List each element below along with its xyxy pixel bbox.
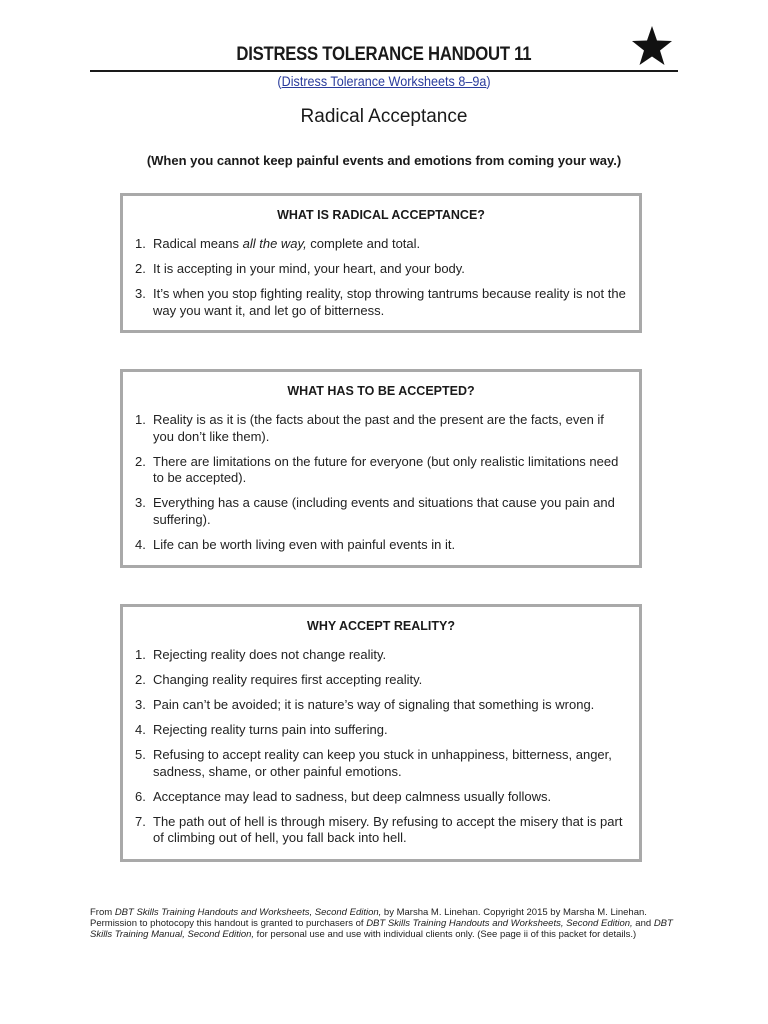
list-item bbox=[135, 537, 627, 554]
item-number: 4. bbox=[135, 722, 146, 737]
item-text: There are limitations on the future for everyone (but only realistic limitations need to be accepted). bbox=[153, 453, 619, 485]
item-number: 1. bbox=[135, 236, 146, 251]
item-number: 3. bbox=[135, 286, 146, 301]
list-item bbox=[135, 722, 627, 739]
item-text: Life can be worth living even with painful events in it. bbox=[153, 536, 456, 552]
intro-text: (When you cannot keep painful events and emotions from coming your way.) bbox=[146, 153, 622, 168]
item-number: 1. bbox=[135, 647, 146, 662]
list-item bbox=[135, 412, 627, 445]
header-divider bbox=[90, 70, 678, 72]
item-text: Acceptance may lead to sadness, but deep calmness usually follows. bbox=[153, 788, 552, 804]
item-text: Reality is as it is (the facts about the past and the present are the facts, even if you don’t like them). bbox=[153, 412, 604, 444]
item-number: 3. bbox=[135, 697, 146, 712]
section-heading: WHAT IS RADICAL ACCEPTANCE? bbox=[277, 208, 485, 222]
section-heading: WHY ACCEPT REALITY? bbox=[307, 619, 455, 633]
item-number: 6. bbox=[135, 788, 146, 804]
book-title: DBT Skills Training Handouts and Worksheets, Second Edition, bbox=[366, 917, 633, 929]
ref-close-paren: ) bbox=[486, 73, 491, 89]
worksheet-reference bbox=[38, 73, 729, 89]
page-title: Radical Acceptance bbox=[300, 106, 468, 127]
item-number: 1. bbox=[135, 412, 146, 427]
item-number: 3. bbox=[135, 495, 146, 510]
ref-open-paren: ( bbox=[277, 73, 282, 89]
section-heading: WHAT HAS TO BE ACCEPTED? bbox=[287, 384, 475, 398]
worksheet-link[interactable]: Distress Tolerance Worksheets 8–9a bbox=[281, 73, 487, 89]
section-list bbox=[135, 647, 627, 847]
list-item bbox=[135, 747, 627, 780]
item-text: Rejecting reality does not change reality. bbox=[153, 647, 387, 662]
book-title: DBT Skills Training Manual, Second Edition, bbox=[90, 917, 673, 940]
handout-title: DISTRESS TOLERANCE HANDOUT 11 bbox=[236, 44, 532, 65]
emphasis-text: all the way, bbox=[242, 236, 307, 251]
item-number: 2. bbox=[135, 453, 146, 469]
item-text: Changing reality requires first accepting reality. bbox=[153, 672, 423, 687]
star-icon bbox=[630, 24, 674, 68]
item-number: 2. bbox=[135, 261, 146, 276]
item-number: 7. bbox=[135, 813, 146, 829]
list-item bbox=[135, 789, 627, 806]
section-why-accept-reality bbox=[120, 604, 642, 862]
item-text: Radical means all the way, complete and total. bbox=[153, 236, 421, 251]
item-text: The path out of hell is through misery. By refusing to accept the misery that is part of climbing out of hell, you fall back into hell. bbox=[153, 813, 623, 845]
list-item bbox=[135, 454, 627, 487]
list-item bbox=[135, 647, 627, 664]
list-item bbox=[135, 495, 627, 528]
list-item bbox=[135, 814, 627, 847]
copyright-footer: From DBT Skills Training Handouts and Worksheets, Second Edition, by Marsha M. Linehan. Copyright 2015 by Marsha M. Linehan. Permission to photocopy this handout is granted to purchasers of DBT Skills Training Handouts and Worksheets, Second Edition, and DBT Skills Training Manual, Second Edition, for personal use and use with individual clients only. (See page ii of this packet for details.) bbox=[90, 907, 673, 940]
list-item bbox=[135, 672, 627, 689]
section-list bbox=[135, 412, 627, 553]
list-item bbox=[135, 236, 627, 253]
item-text: Pain can’t be avoided; it is nature’s way of signaling that something is wrong. bbox=[153, 697, 595, 712]
item-text: Rejecting reality turns pain into suffering. bbox=[153, 722, 388, 737]
list-item bbox=[135, 286, 627, 319]
item-number: 4. bbox=[135, 536, 146, 552]
item-text: Refusing to accept reality can keep you stuck in unhappiness, bitterness, anger, sadness, shame, or other painful emotions. bbox=[153, 747, 612, 779]
section-what-is-radical-acceptance bbox=[120, 193, 642, 333]
item-number: 2. bbox=[135, 672, 146, 687]
list-item bbox=[135, 261, 627, 278]
item-text: It’s when you stop fighting reality, stop throwing tantrums because reality is not the way you want it, and let go of bitterness. bbox=[153, 286, 626, 318]
item-text: It is accepting in your mind, your heart, and your body. bbox=[153, 261, 465, 276]
section-list bbox=[135, 236, 627, 319]
book-title: DBT Skills Training Handouts and Worksheets, Second Edition, bbox=[114, 907, 382, 918]
section-what-has-to-be-accepted bbox=[120, 369, 642, 568]
item-text: Everything has a cause (including events and situations that cause you pain and suffering). bbox=[153, 495, 615, 527]
item-number: 5. bbox=[135, 747, 146, 762]
list-item bbox=[135, 697, 627, 714]
